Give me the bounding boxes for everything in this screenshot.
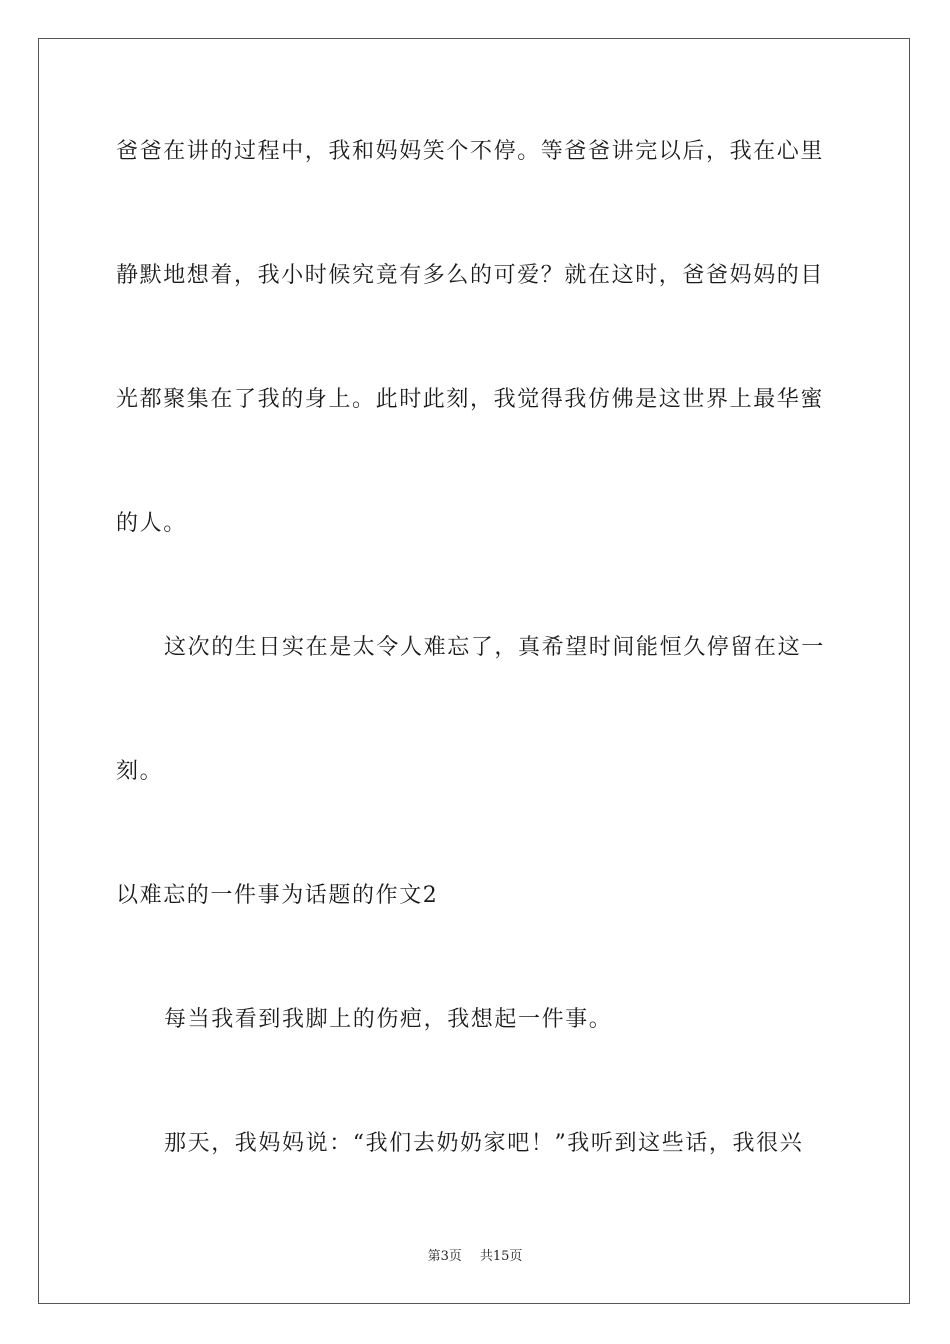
paragraph-line: 静默地想着，我小时候究竟有多么的可爱？就在这时，爸爸妈妈的目 [116,263,825,288]
page-border [38,38,910,1304]
paragraph-line: 那天，我妈妈说：“我们去奶奶家吧！”我听到这些话，我很兴 [164,1131,804,1156]
section-heading: 以难忘的一件事为话题的作文2 [116,883,439,908]
page-total: 共15页 [479,1249,523,1264]
paragraph-line: 光都聚集在了我的身上。此时此刻，我觉得我仿佛是这世界上最华蜜 [116,387,825,412]
page-number: 第3页 [427,1249,462,1264]
paragraph-line: 每当我看到我脚上的伤疤，我想起一件事。 [164,1007,613,1032]
paragraph-line: 爸爸在讲的过程中，我和妈妈笑个不停。等爸爸讲完以后，我在心里 [116,139,825,164]
page-footer [0,1248,950,1266]
paragraph-line: 这次的生日实在是太令人难忘了，真希望时间能恒久停留在这一 [164,635,825,660]
paragraph-line: 刻。 [116,759,164,784]
paragraph-line: 的人。 [116,511,187,536]
